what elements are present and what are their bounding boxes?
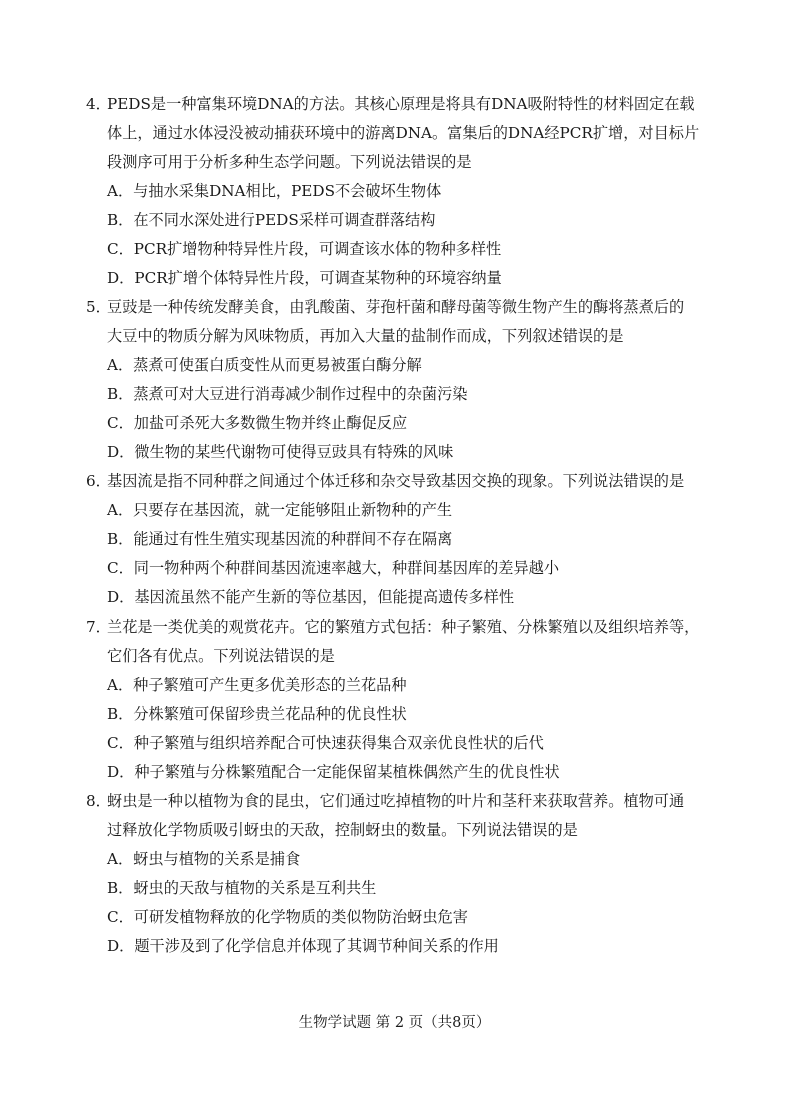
question-stem-line: 它们各有优点。下列说法错误的是 (107, 647, 335, 665)
question-number: 7． (86, 618, 111, 636)
option-a: A．蒸煮可使蛋白质变性从而更易被蛋白酶分解 (107, 356, 422, 374)
question-stem-line: 蚜虫是一种以植物为食的昆虫，它们通过吃掉植物的叶片和茎秆来获取营养。植物可通 (107, 792, 685, 810)
option-b: B．能通过有性生殖实现基因流的种群间不存在隔离 (107, 530, 453, 548)
question-stem-line: 过释放化学物质吸引蚜虫的天敌，控制蚜虫的数量。下列说法错误的是 (107, 821, 578, 839)
page-footer: 生物学试题 第 2 页（共8页） (298, 1015, 491, 1031)
option-a: A．与抽水采集DNA相比，PEDS不会破坏生物体 (107, 182, 442, 200)
question-stem-line: 大豆中的物质分解为风味物质，再加入大量的盐制作而成，下列叙述错误的是 (107, 327, 624, 345)
option-a: A．只要存在基因流，就一定能够阻止新物种的产生 (107, 501, 453, 519)
option-c: C．PCR扩增物种特异性片段，可调查该水体的物种多样性 (107, 240, 502, 258)
option-c: C．可研发植物释放的化学物质的类似物防治蚜虫危害 (107, 908, 468, 926)
option-c: C．同一物种两个种群间基因流速率越大，种群间基因库的差异越小 (107, 559, 560, 577)
question-number: 5． (86, 298, 111, 316)
option-a: A．蚜虫与植物的关系是捕食 (107, 850, 301, 868)
question-number: 6． (86, 472, 111, 490)
option-b: B．分株繁殖可保留珍贵兰花品种的优良性状 (107, 705, 407, 723)
option-c: C．种子繁殖与组织培养配合可快速获得集合双亲优良性状的后代 (107, 734, 544, 752)
question-stem-line: 兰花是一类优美的观赏花卉。它的繁殖方式包括：种子繁殖、分株繁殖以及组织培养等， (107, 618, 700, 636)
option-d: D．基因流虽然不能产生新的等位基因，但能提高遗传多样性 (107, 588, 515, 606)
question-stem-line: 体上，通过水体浸没被动捕获环境中的游离DNA。富集后的DNA经PCR扩增，对目标片 (107, 124, 700, 142)
option-d: D．种子繁殖与分株繁殖配合一定能保留某植株偶然产生的优良性状 (107, 763, 560, 781)
question-number: 4． (86, 95, 111, 113)
option-b: B．在不同水深处进行PEDS采样可调查群落结构 (107, 211, 436, 229)
option-b: B．蒸煮可对大豆进行消毒减少制作过程中的杂菌污染 (107, 385, 468, 403)
option-d: D．PCR扩增个体特异性片段，可调查某物种的环境容纳量 (107, 269, 502, 287)
question-stem-line: 基因流是指不同种群之间通过个体迁移和杂交导致基因交换的现象。下列说法错误的是 (107, 472, 685, 490)
option-a: A．种子繁殖可产生更多优美形态的兰花品种 (107, 676, 407, 694)
option-b: B．蚜虫的天敌与植物的关系是互利共生 (107, 879, 377, 897)
question-stem-line: 豆豉是一种传统发酵美食，由乳酸菌、芽孢杆菌和酵母菌等微生物产生的酶将蒸煮后的 (107, 298, 685, 316)
option-c: C．加盐可杀死大多数微生物并终止酶促反应 (107, 414, 408, 432)
option-d: D．题干涉及到了化学信息并体现了其调节种间关系的作用 (107, 937, 499, 955)
question-stem-line: PEDS是一种富集环境DNA的方法。其核心原理是将具有DNA吸附特性的材料固定在载 (107, 95, 695, 113)
question-stem-line: 段测序可用于分析多种生态学问题。下列说法错误的是 (107, 153, 472, 171)
option-d: D．微生物的某些代谢物可使得豆豉具有特殊的风味 (107, 443, 454, 461)
question-number: 8． (86, 792, 111, 810)
